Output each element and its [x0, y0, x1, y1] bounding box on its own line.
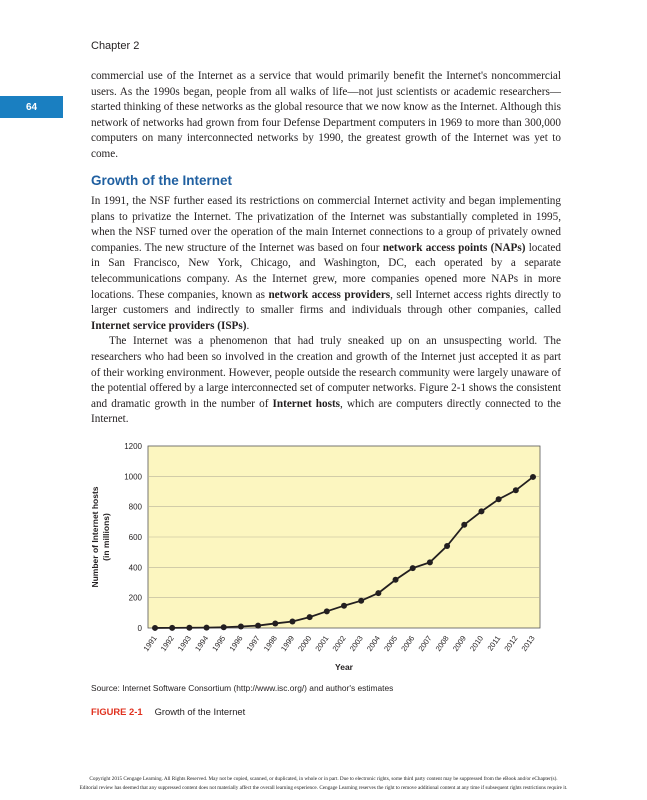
x-tick-label: 2000 — [296, 633, 314, 653]
data-point — [289, 618, 295, 624]
data-point — [410, 565, 416, 571]
x-tick-label: 2013 — [519, 633, 537, 653]
section-heading: Growth of the Internet — [91, 173, 232, 188]
x-tick-label: 2012 — [502, 633, 520, 653]
x-tick-label: 1991 — [141, 633, 159, 653]
data-point — [204, 625, 210, 631]
internet-hosts-chart — [88, 436, 548, 686]
data-point — [307, 614, 313, 620]
paragraph-privatization — [91, 194, 561, 334]
x-tick-label: 1994 — [193, 633, 211, 653]
data-point — [324, 608, 330, 614]
data-point — [221, 624, 227, 630]
text-run: located in San Francisco, New York, Chicago, and Washington, DC, each operated by a separate telecommunications company. As the Internet grew, more companies opened more NAPs in more locations. These companies, known as — [91, 241, 561, 301]
data-point — [169, 625, 175, 631]
intro-paragraph-text: commercial use of the Internet as a service that would primarily benefit the Internet's noncommercial users. As the 1990s began, people from all walks of life—not just scientists or academic researchers—started thinking of these networks as the global resource that we now know as the Internet. Although this network of networks had grown from four Defense Department computers in 1969 to more than 300,000 computers on many interconnected networks by 1990, the greatest growth of the Internet was yet to come. — [91, 70, 561, 160]
intro-paragraph — [91, 69, 561, 163]
text-run: . — [246, 319, 250, 332]
text-run: , sell Internet access rights directly to larger customers and indirectly to smaller firms and individuals through other companies, called — [91, 288, 561, 317]
data-point — [375, 590, 381, 596]
chart-source: Source: Internet Software Consortium (http://www.isc.org/) and author's estimates — [91, 683, 394, 693]
data-point — [186, 625, 192, 631]
key-term-isps: Internet service providers (ISPs) — [91, 319, 247, 332]
data-point — [496, 496, 502, 502]
y-axis-label: Number of Internet hosts — [90, 486, 100, 588]
x-tick-label: 1992 — [158, 633, 176, 653]
data-point — [444, 543, 450, 549]
x-tick-label: 1997 — [244, 633, 262, 653]
data-point — [272, 620, 278, 626]
x-tick-label: 2011 — [485, 633, 503, 653]
x-tick-label: 2009 — [450, 633, 468, 653]
y-tick-label: 1200 — [124, 442, 142, 451]
key-term-naps: network access points (NAPs) — [382, 241, 526, 254]
data-point — [427, 559, 433, 565]
text-run: , which are computers directly connected to the Internet. — [91, 397, 561, 426]
x-tick-label: 2004 — [364, 633, 383, 653]
figure-caption — [91, 706, 245, 717]
data-point — [152, 625, 158, 631]
data-point — [341, 603, 347, 609]
x-tick-label: 2005 — [382, 633, 400, 653]
x-tick-label: 1995 — [210, 633, 228, 653]
data-point — [530, 474, 536, 480]
x-tick-label: 1996 — [227, 633, 245, 653]
x-axis-label: Year — [335, 662, 353, 672]
y-tick-label: 0 — [137, 624, 142, 633]
x-tick-label: 2006 — [399, 633, 417, 653]
y-tick-label: 400 — [128, 563, 142, 573]
paragraph-phenomenon — [91, 334, 561, 428]
page-number-tab: 64 — [0, 96, 63, 118]
data-point — [255, 623, 261, 629]
figure-label: FIGURE 2-1 — [91, 706, 143, 717]
chart-svg — [88, 436, 548, 686]
y-tick-label: 600 — [128, 533, 142, 542]
x-tick-label: 1993 — [175, 633, 194, 653]
y-tick-label: 200 — [128, 593, 142, 603]
data-point — [358, 598, 364, 604]
copyright-footer-line1: Copyright 2015 Cengage Learning. All Rights Reserved. May not be copied, scanned, or duplicated, in whole or in part. Due to electronic rights, some third party content may be suppressed from the eBook and/or eChapter(s). — [89, 776, 558, 782]
text-run: The Internet was a phenomenon that had truly sneaked up on an unsuspecting world. The researchers who had been so involved in the creation and growth of the Internet just accepted it as part of their working environment. However, people outside the research community were largely unaware of the potential offered by a large interconnected set of computer networks. Figure 2-1 shows the consistent and dramatic growth in the number of — [91, 335, 561, 410]
data-point — [513, 487, 519, 493]
data-point — [393, 577, 399, 583]
data-point — [478, 508, 484, 514]
x-tick-label: 2008 — [433, 633, 451, 653]
figure-title: Growth of the Internet — [154, 706, 246, 717]
y-tick-label: 1000 — [124, 472, 142, 482]
key-term-internet-hosts: Internet hosts — [272, 397, 341, 410]
x-tick-label: 2002 — [330, 633, 348, 653]
x-tick-label: 1998 — [261, 633, 279, 653]
data-point — [461, 522, 467, 528]
x-tick-label: 2003 — [347, 633, 365, 653]
y-axis-label-units: (in millions) — [101, 513, 111, 561]
x-tick-label: 2007 — [416, 633, 434, 653]
data-point — [238, 623, 244, 629]
key-term-network-access-providers: network access providers — [268, 288, 391, 301]
x-tick-label: 2010 — [468, 633, 486, 653]
x-tick-label: 2001 — [313, 633, 331, 653]
section-body — [91, 194, 561, 428]
y-tick-label: 800 — [128, 502, 142, 512]
chapter-label: Chapter 2 — [91, 40, 140, 52]
text-run: In 1991, the NSF further eased its restrictions on commercial Internet activity and began implementing plans to privatize the Internet. The privatization of the Internet was substantially completed in 1995, when the NSF turned over the operation of the main Internet connections to a group of privately owned companies. The new structure of the Internet was based on four — [91, 195, 561, 254]
copyright-footer-line2: Editorial review has deemed that any suppressed content does not materially affect the overall learning experience. Cengage Learning reserves the right to remove additional content at any time if subsequent rights restrictions require it. — [79, 785, 568, 791]
x-tick-label: 1999 — [279, 633, 297, 653]
